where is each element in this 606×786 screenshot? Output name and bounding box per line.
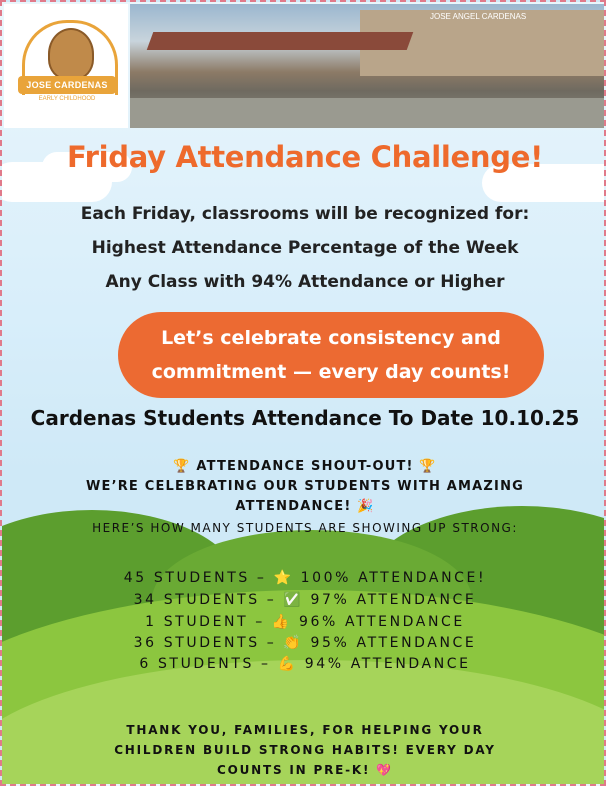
stat-97: 34 STUDENTS – ✅ 97% ATTENDANCE <box>133 592 477 608</box>
canopy <box>147 32 414 50</box>
school-building-photo <box>130 4 606 128</box>
bear-mascot-icon <box>48 28 94 80</box>
stat-95: 36 STUDENTS – 👏 95% ATTENDANCE <box>133 635 477 651</box>
building-sign: JOSE ANGEL CARDENAS <box>430 12 527 21</box>
thanks-line: CHILDREN BUILD STRONG HABITS! EVERY DAY <box>114 743 496 757</box>
logo-subtitle: EARLY CHILDHOOD <box>38 96 96 102</box>
logo-ribbon: JOSE CARDENAS <box>18 76 116 94</box>
page-title: Friday Attendance Challenge! <box>67 140 543 174</box>
celebrate-banner <box>118 312 544 398</box>
stat-96: 1 STUDENT – 👍 96% ATTENDANCE <box>145 614 465 630</box>
thanks-line: THANK YOU, FAMILIES, FOR HELPING YOUR <box>126 723 484 737</box>
banner-line-1: Let’s celebrate consistency and <box>161 327 501 349</box>
recognition-item-94: Any Class with 94% Attendance or Higher <box>105 272 505 292</box>
attendance-date-heading: Cardenas Students Attendance To Date 10.10.25 <box>30 406 580 430</box>
stat-100: 45 STUDENTS – ⭐ 100% ATTENDANCE! <box>123 570 487 586</box>
school-logo <box>4 4 128 128</box>
parking-lot <box>130 98 606 128</box>
shoutout-line: WE’RE CELEBRATING OUR STUDENTS WITH AMAZING <box>85 479 525 494</box>
thanks-message <box>2 720 606 780</box>
shoutout-intro: HERE’S HOW MANY STUDENTS ARE SHOWING UP STRONG: <box>92 521 518 535</box>
shoutout-line: ATTENDANCE! 🎉 <box>235 499 375 514</box>
banner-line-2: commitment — every day counts! <box>151 361 511 383</box>
thanks-line: COUNTS IN PRE-K! 💖 <box>217 763 393 777</box>
shoutout-heading: 🏆 ATTENDANCE SHOUT-OUT! 🏆 <box>173 459 437 474</box>
recognition-intro: Each Friday, classrooms will be recognized for: <box>80 204 530 224</box>
recognition-item-highest: Highest Attendance Percentage of the Week <box>91 238 519 258</box>
stat-94: 6 STUDENTS – 💪 94% ATTENDANCE <box>139 656 471 672</box>
